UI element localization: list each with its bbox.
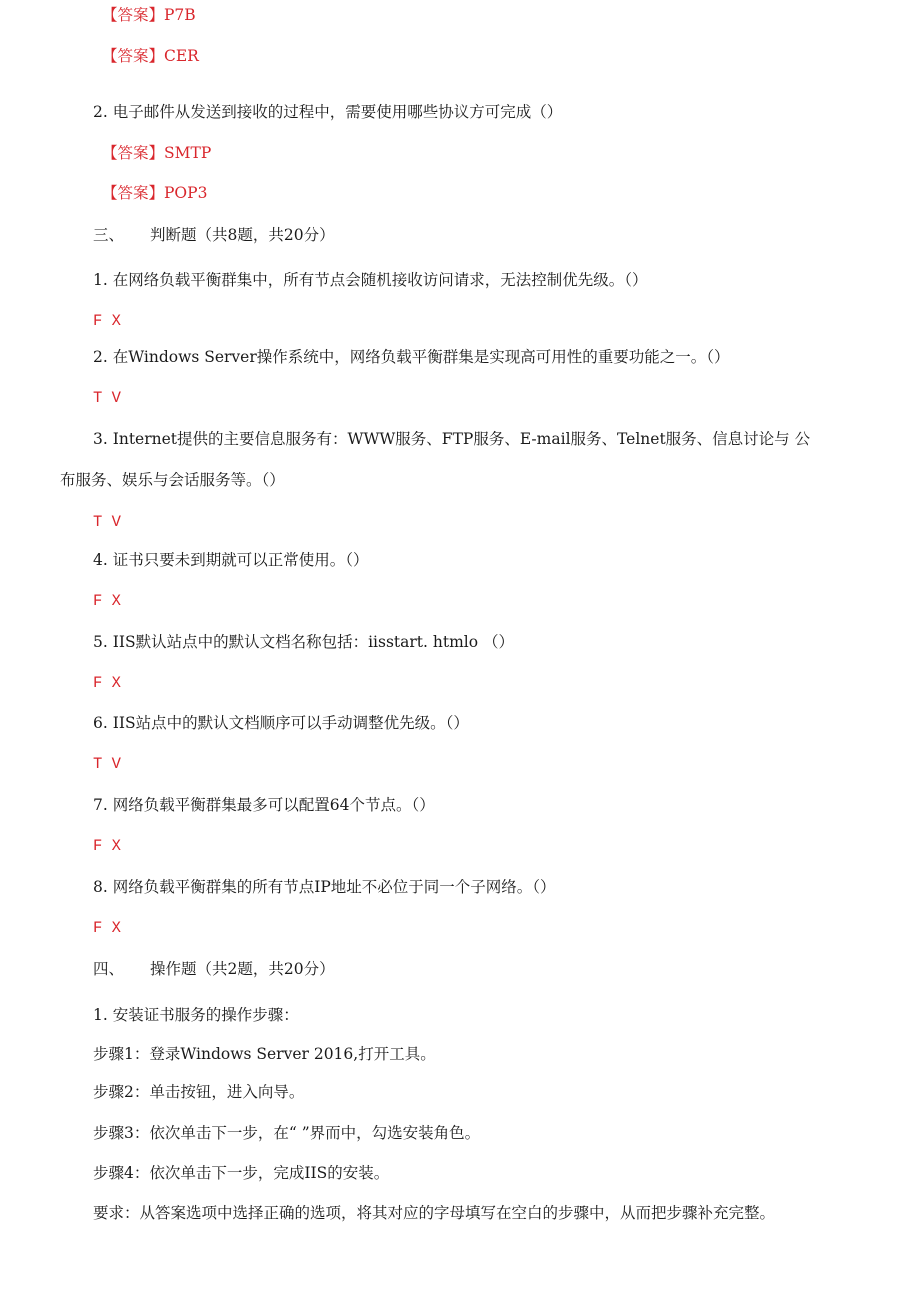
judge-question-5: 5. IIS默认站点中的默认文档名称包括：iisstart. htmlo （） — [93, 633, 514, 651]
answer-cer: 【答案】CER — [102, 47, 199, 65]
judge-answer-6: T V — [93, 755, 121, 773]
judge-question-4: 4. 证书只要未到期就可以正常使用。（） — [93, 551, 369, 569]
section-3-title: 判断题（共8题，共20分） — [150, 226, 335, 244]
requirement-text: 要求：从答案选项中选择正确的选项，将其对应的字母填写在空白的步骤中，从而把步骤补充完整。 — [93, 1204, 776, 1222]
judge-answer-7: F X — [93, 837, 121, 855]
step-3: 步骤3：依次单击下一步，在“ ”界而中，勾选安装角色。 — [93, 1124, 481, 1142]
judge-question-2: 2. 在Windows Server操作系统中，网络负载平衡群集是实现高可用性的重要功能之一。（） — [93, 348, 730, 366]
judge-question-3-line-1: 3. Internet提供的主要信息服务有：WWW服务、FTP服务、E-mail服务、Telnet服务、信息讨论与 公 — [93, 430, 811, 448]
answer-smtp: 【答案】SMTP — [102, 144, 212, 162]
judge-question-6: 6. IIS站点中的默认文档顺序可以手动调整优先级。（） — [93, 714, 469, 732]
judge-question-7: 7. 网络负载平衡群集最多可以配置64个节点。（） — [93, 796, 435, 814]
judge-question-8: 8. 网络负载平衡群集的所有节点IP地址不必位于同一个子网络。（） — [93, 878, 556, 896]
judge-answer-4: F X — [93, 592, 121, 610]
step-4: 步骤4：依次单击下一步，完成IIS的安装。 — [93, 1164, 390, 1182]
section-4-number: 四、 — [93, 960, 125, 978]
step-1: 步骤1：登录Windows Server 2016,打开工具。 — [93, 1045, 436, 1063]
judge-answer-2: T V — [93, 389, 121, 407]
judge-answer-1: F X — [93, 312, 121, 330]
answer-p7b: 【答案】P7B — [102, 6, 196, 24]
section-3-number: 三、 — [93, 226, 125, 244]
operation-question-1: 1. 安装证书服务的操作步骤： — [93, 1006, 299, 1024]
judge-answer-5: F X — [93, 674, 121, 692]
judge-answer-8: F X — [93, 919, 121, 937]
answer-pop3: 【答案】POP3 — [102, 184, 208, 202]
section-4-title: 操作题（共2题，共20分） — [150, 960, 335, 978]
judge-question-1: 1. 在网络负载平衡群集中，所有节点会随机接收访问请求，无法控制优先级。（） — [93, 271, 648, 289]
step-2: 步骤2：单击按钮，进入向导。 — [93, 1083, 305, 1101]
judge-answer-3: T V — [93, 513, 121, 531]
judge-question-3-line-2: 布服务、娱乐与会话服务等。（） — [60, 471, 285, 489]
question-2-email-protocols: 2. 电子邮件从发送到接收的过程中，需要使用哪些协议方可完成（） — [93, 103, 563, 121]
